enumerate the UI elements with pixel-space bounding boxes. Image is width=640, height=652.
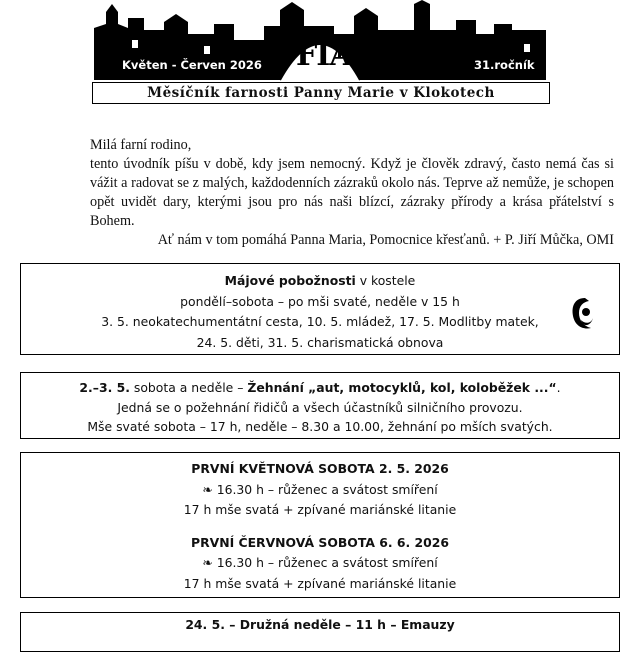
editorial-signature: Ať nám v tom pomáhá Panna Maria, Pomocnice křesťanů. + P. Jiří Můčka, OMI	[157, 232, 614, 248]
may-devotions-title: Májové pobožnosti v kostele	[224, 273, 416, 288]
fiat-logo: FIAT	[296, 38, 372, 73]
editorial-greeting: Milá farní rodino,	[90, 137, 192, 153]
first-saturday-may-mass: 17 h mše svatá + zpívané mariánské litanie	[183, 502, 457, 517]
rosary-bullet-icon: ❧	[202, 555, 213, 570]
vehicle-blessing-title: 2.–3. 5. sobota a neděle – Žehnání „aut, motocyklů, kol, koloběžek ...“.	[79, 380, 561, 395]
issue-date: Květen - Červen 2026	[122, 58, 262, 72]
first-saturday-june-title: PRVNÍ ČERVNOVÁ SOBOTA 6. 6. 2026	[190, 534, 449, 550]
rosary-bullet-icon: ❧	[202, 481, 213, 497]
first-saturday-may-rosary: ❧ 16.30 h – růženec a svátost smíření	[21, 480, 619, 501]
emauzy-title: 24. 5. – Družná neděle – 11 h – Emauzy	[185, 617, 455, 632]
may-devotions-dates-cont: 24. 5. děti, 31. 5. charismatická obnova	[196, 334, 444, 350]
first-saturday-may-title: PRVNÍ KVĚTNOVÁ SOBOTA 2. 5. 2026	[191, 461, 449, 476]
newsletter-subtitle: Měsíčník farnosti Panny Marie v Klokotech	[92, 82, 550, 104]
vehicle-blessing-box	[20, 372, 620, 439]
masthead	[84, 0, 556, 106]
first-saturday-june-rosary: ❧ 16.30 h – růženec a svátost smíření	[21, 553, 619, 574]
first-saturdays-box	[20, 452, 620, 598]
emauzy-box	[20, 612, 620, 652]
madonna-icon	[567, 296, 597, 332]
may-devotions-schedule: pondělí–sobota – po mši svaté, neděle v 15 h	[180, 293, 460, 309]
may-devotions-dates: 3. 5. neokatechumentátní cesta, 10. 5. mládež, 17. 5. Modlitby matek,	[101, 314, 539, 329]
may-devotions-box	[20, 263, 620, 355]
volume-number: 31.ročník	[474, 58, 535, 72]
vehicle-blessing-masses: Mše svaté sobota – 17 h, neděle – 8.30 a 10.00, žehnání po mších svatých.	[87, 419, 553, 434]
editorial	[90, 136, 614, 250]
first-saturday-june-mass: 17 h mše svatá + zpívané mariánské litanie	[183, 575, 457, 591]
vehicle-blessing-description: Jedná se o požehnání řidičů a všech účastníků silničního provozu.	[117, 399, 523, 415]
editorial-body: tento úvodník píšu v době, kdy jsem nemocný. Když je člověk zdravý, často nemá čas si vážit a radovat se z malých, každodenních zázraků okolo nás. Teprve až nemůže, je schopen opět uvidět dary, kterými jsou pro nás naši blízcí, zázraky přírody a krása přátelství s Bohem.	[90, 156, 614, 229]
